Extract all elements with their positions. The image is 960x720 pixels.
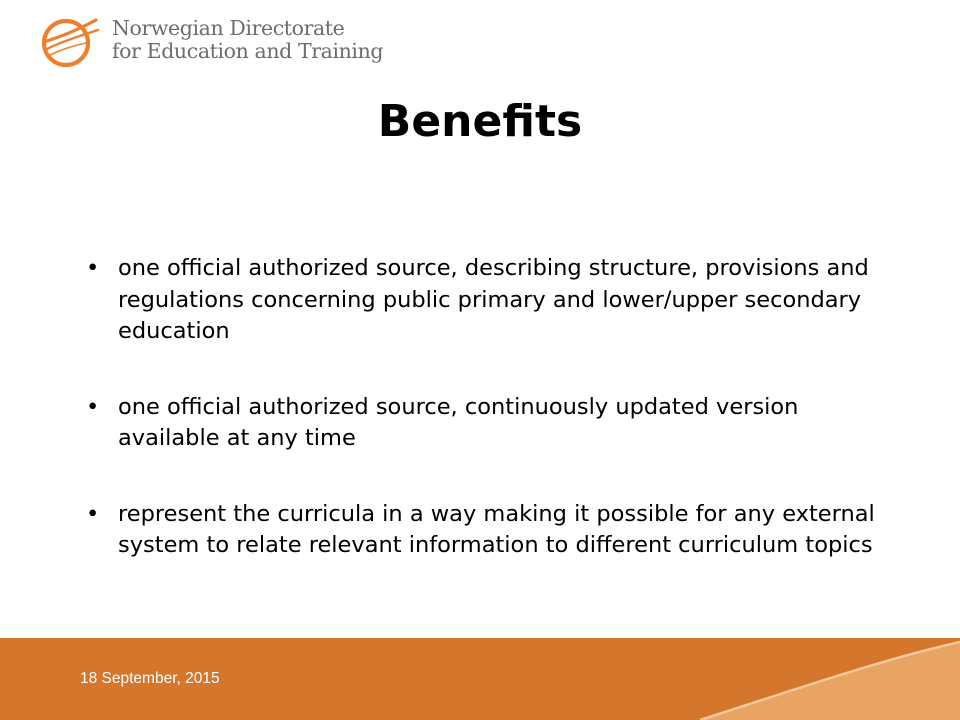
bullet-text: one official authorized source, continuously updated version available at any time bbox=[118, 393, 799, 451]
footer-band bbox=[0, 638, 960, 720]
bullet-item bbox=[86, 253, 886, 348]
bullet-list bbox=[86, 253, 886, 562]
bullet-text: one official authorized source, describing structure, provisions and regulations concerning public primary and lower/upper secondary education bbox=[118, 255, 869, 344]
bullet-item bbox=[86, 499, 886, 562]
logo-wordmark bbox=[112, 17, 383, 63]
footer-date: 18 September, 2015 bbox=[80, 670, 220, 687]
globe-swirl-icon bbox=[38, 10, 102, 70]
bullet-dot: • bbox=[86, 500, 100, 527]
bullet-dot: • bbox=[86, 255, 100, 281]
bullet-dot: • bbox=[86, 393, 100, 420]
bullet-text: represent the curricula in a way making it possible for any external system to relate relevant information to different curriculum topics bbox=[118, 500, 875, 558]
slide-title: Benefits bbox=[377, 96, 583, 147]
organization-logo bbox=[38, 10, 384, 70]
logo-line-2: for Education and Training bbox=[112, 39, 384, 63]
logo-line-1: Norwegian Directorate bbox=[112, 16, 345, 40]
bullet-item bbox=[86, 392, 886, 455]
